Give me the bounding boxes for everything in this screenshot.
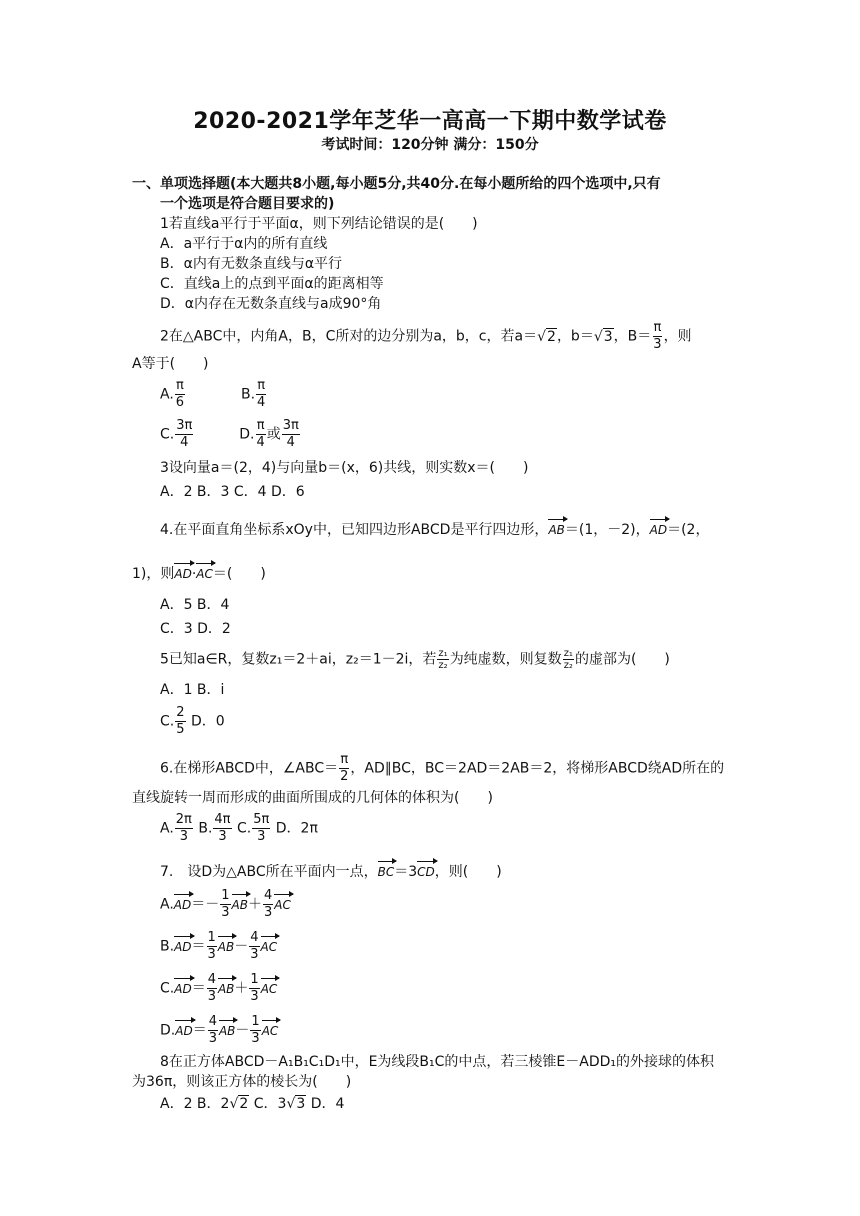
q3-options: A．2 B．3 C．4 D．6 [160,484,305,500]
exam-subtitle: 考试时间：120分钟 满分：150分 [321,137,539,153]
numerator: z₁ [438,648,448,659]
q4-options-row1: A．5 B．4 [160,597,230,613]
dot-operator: · [191,566,197,582]
q4-stem-part: 4.在平面直角坐标系xOy中，已知四边形ABCD是平行四边形， [160,522,549,538]
section-heading [132,174,732,214]
q6-option-b-label: B. [198,820,213,837]
operator: ＝－ [191,896,220,913]
q8-options-part: D．4 [306,1096,345,1112]
section-heading-line2: 一个选项是符合题目要求的) [160,196,335,212]
q6-options [160,812,318,845]
vector-ab: AB [218,937,234,957]
denominator: z₂ [438,660,448,671]
q1-option-d: D．α内存在无数条直线与a成90°角 [160,296,382,312]
vector-ab: AB [232,895,248,915]
operator: ＋ [247,896,262,913]
q4-stem-part: ＝(2， [667,522,710,538]
numerator: 4 [263,888,273,903]
fraction-coefficient [263,888,273,921]
radicand: 2 [547,328,556,345]
q5-options-row1: A．1 B．i [160,682,225,698]
denominator: 3 [250,989,259,1004]
section-heading-line1: 一、单项选择题(本大题共8小题,每小题5分,共40分.在每小题所给的四个选项中,只有 [132,176,661,192]
vector-ac: AC [196,564,213,584]
q5-option-c-label: C. [160,713,175,730]
denominator: 3 [263,905,273,920]
vector-ac: AC [274,895,291,915]
fraction-pi-over-3 [652,320,662,353]
numerator: 5π [253,812,270,827]
sqrt-3: √3 [593,328,613,345]
q4-options-row2: C．3 D．2 [160,621,231,637]
vector-ad: AD [175,1021,192,1041]
sqrt-2: √2 [229,1096,249,1112]
q4-stem-part: ＝( ) [212,566,266,582]
q2-stem-part: ，则 [663,328,692,345]
numerator: π [653,320,662,335]
q2-option-d-value1 [255,418,265,451]
vector-ad: AD [650,520,667,540]
operator: － [235,1022,250,1039]
q1-stem: 1若直线a平行于平面α，则下列结论错误的是( ) [160,216,478,232]
denominator: 3 [179,829,188,844]
q6-stem [160,752,724,785]
denominator: 3 [250,947,259,962]
numerator: π [176,378,184,393]
q7-option-label: A. [160,896,174,913]
vector-ab: AB [218,979,234,999]
sqrt-3: √3 [286,1096,306,1112]
q4-stem-part: 1)，则 [132,566,175,582]
q2-option-b-value [256,378,266,411]
q2-options-row1 [160,378,267,411]
q7-option-label: B. [160,938,175,955]
q1-option-b: B．α内有无数条直线与α平行 [160,256,343,272]
q6-option-c-value [252,812,270,845]
operator: ＝ [191,938,206,955]
q5-stem [160,648,670,671]
numerator: π [256,418,265,433]
numerator: 1 [207,930,216,945]
q8-options [160,1094,344,1114]
q2-option-c-label: C. [160,426,175,443]
q8-options-part: C．3 [249,1096,287,1112]
vector-cd: CD [417,862,435,882]
q5-options-row2 [160,705,225,738]
q2-option-d-label: D. [239,426,255,443]
q2-option-b-label: B. [240,386,256,403]
q2-option-d-value2 [282,418,300,451]
numerator: π [340,752,349,767]
vector-ac: AC [261,979,278,999]
q7-option-label: D. [160,1022,176,1039]
numerator: 2π [175,812,192,827]
radicand: 3 [296,1096,306,1112]
numerator: z₁ [563,648,573,659]
numerator: 4 [250,930,259,945]
denominator: 3 [653,337,662,352]
fraction-coefficient [208,1014,218,1047]
q6-option-b-value [213,812,231,845]
denominator: 3 [218,829,227,844]
fraction-coefficient [250,1014,260,1047]
operator: ＋ [234,980,249,997]
fraction-coefficient [207,972,217,1005]
vector-ad: AD [174,937,191,957]
denominator: 4 [257,395,266,410]
q2-stem-part: ，B＝ [613,328,652,345]
fraction-coefficient [249,972,259,1005]
q2-option-a-label: A. [160,386,174,403]
vector-ab: AB [219,1021,235,1041]
denominator: 5 [176,722,185,737]
operator: ＝ [192,1022,207,1039]
vector-ac: AC [262,1021,279,1041]
numerator: π [257,378,266,393]
numerator: 1 [221,888,230,903]
radicand: 2 [239,1096,249,1112]
numerator: 1 [250,972,259,987]
fraction-z1-over-z2 [563,648,574,671]
q8-stem-line2: 为36π，则该正方体的棱长为( ) [132,1074,352,1090]
q6-stem-part: ，AD∥BC，BC＝2AD＝2AB＝2，将梯形ABCD绕AD所在的 [350,760,725,777]
q6-stem-part: 6.在梯形ABCD中，∠ABC＝ [160,760,339,777]
q7-option-d [160,1014,278,1047]
q7-option-b [160,930,277,963]
fraction-z1-over-z2 [437,648,448,671]
q1-option-c: C．直线a上的点到平面α的距离相等 [160,276,384,292]
denominator: 4 [286,435,295,450]
q6-option-d: D．2π [275,820,318,837]
q8-stem: 8在正方体ABCD－A₁B₁C₁D₁中，E为线段B₁C的中点，若三棱锥E－ADD₁的外接球的体积 [160,1054,715,1070]
q2-stem-part: ，b＝ [556,328,594,345]
q2-stem [160,320,692,353]
q5-stem-part: 为纯虚数，则复数 [449,651,562,668]
q6-option-a-label: A. [160,820,174,837]
denominator: 3 [208,1031,217,1046]
denominator: 3 [251,1031,260,1046]
sqrt-2: √2 [537,328,556,345]
q6-option-a-value [175,812,193,845]
denominator: 4 [256,435,265,450]
q5-stem-part: 5已知a∈R，复数z₁＝2＋ai，z₂＝1－2i，若 [160,651,437,668]
q4-stem [160,520,709,540]
q7-option-label: C. [160,980,175,997]
operator: ＝ [191,980,206,997]
denominator: 6 [175,395,185,410]
q4-stem-line2 [132,564,266,584]
operator: － [234,938,249,955]
vector-ab: AB [548,520,564,540]
q5-option-c-value [175,705,185,738]
q8-options-part: A．2 B．2 [160,1096,230,1112]
q6-option-c-label: C. [236,820,252,837]
vector-bc: BC [378,862,395,882]
numerator: 4 [208,1014,217,1029]
vector-ac: AC [261,937,278,957]
q2-stem-line2: A等于( ) [132,356,209,372]
denominator: z₂ [563,660,573,671]
denominator: 4 [180,435,189,450]
q7-stem-part: ，则( ) [434,864,502,880]
q7-stem [160,862,502,882]
fraction-coefficient [249,930,259,963]
q4-stem-part: ＝(1，－2)， [564,522,650,538]
denominator: 3 [221,905,230,920]
radicand: 3 [603,328,613,345]
fraction-coefficient [220,888,230,921]
q7-option-a [160,888,291,921]
q2-option-a-value [175,378,185,411]
q7-option-c [160,972,277,1005]
fraction-coefficient [207,930,217,963]
q2-stem-part: 2在△ABC中，内角A，B，C所对的边分别为a，b，c，若a＝ [160,328,538,345]
numerator: 2 [176,705,185,720]
fraction-pi-over-2 [339,752,349,785]
q2-options-row2 [160,418,301,451]
exam-title: 2020-2021学年芝华一高高一下期中数学试卷 [193,109,667,134]
vector-ad: AD [174,564,191,584]
q2-option-d-or: 或 [266,426,281,443]
numerator: 4 [207,972,216,987]
numerator: 1 [251,1014,260,1029]
vector-ad: AD [174,895,191,915]
q3-stem: 3设向量a＝(2，4)与向量b＝(x，6)共线，则实数x＝( ) [160,460,529,476]
denominator: 3 [207,989,216,1004]
denominator: 3 [257,829,266,844]
q5-option-d: D．0 [190,713,225,730]
q1-option-a: A．a平行于α内的所有直线 [160,236,328,252]
numerator: 3π [176,418,193,433]
vector-ad: AD [174,979,191,999]
numerator: 3π [282,418,299,433]
q5-stem-part: 的虚部为( ) [574,651,670,668]
q2-option-c-value [175,418,193,451]
numerator: 4π [214,812,231,827]
denominator: 3 [207,947,216,962]
q6-stem-line2: 直线旋转一周而形成的曲面所围成的几何体的体积为( ) [132,790,493,806]
denominator: 2 [340,769,349,784]
q7-stem-part: ＝3 [394,864,418,880]
q7-stem-part: 7. 设D为△ABC所在平面内一点， [160,864,378,880]
